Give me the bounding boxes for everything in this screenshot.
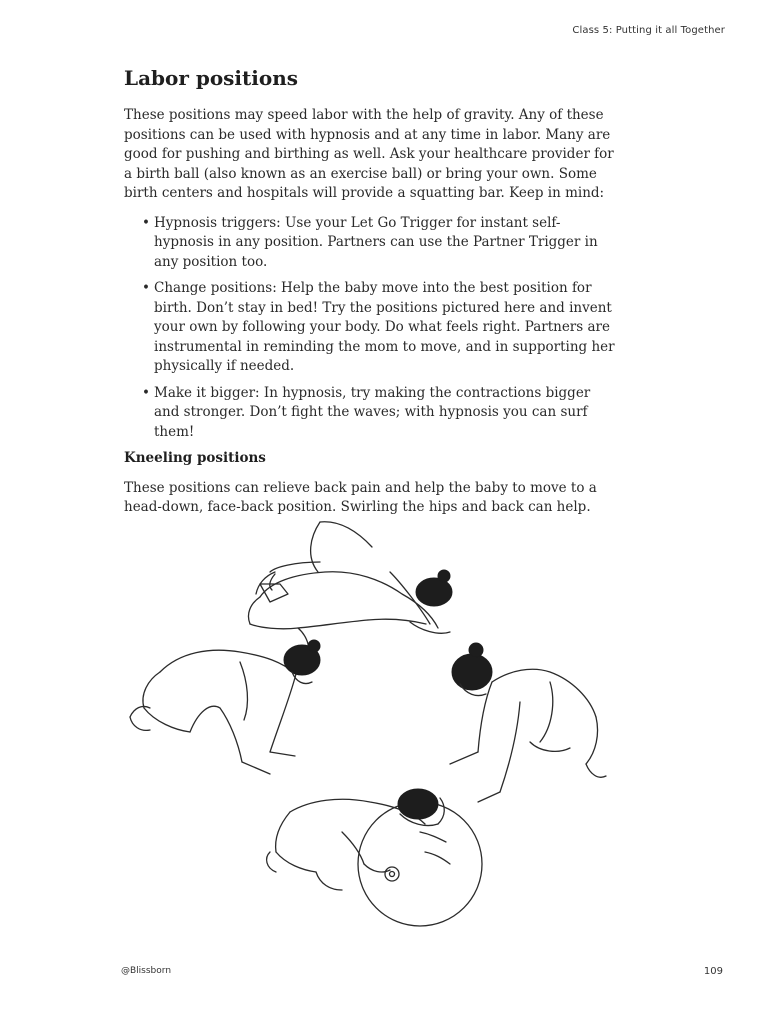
main-content (124, 64, 616, 528)
bullet-marker: • (142, 280, 150, 296)
list-item-text: Change positions: Help the baby move into the best position for birth. Don’t stay in bed! Try the positions pictured here and invent your own by following your body. Do what feels right. Partners are instrumental in reminding the mom to move, and in supporting her physically if needed. (154, 280, 615, 374)
bullet-marker: • (142, 384, 150, 401)
section-heading: Kneeling positions (124, 450, 266, 466)
hands-and-knees-left-figure (130, 640, 320, 774)
hands-and-knees-right-figure (450, 643, 606, 802)
kneeling-forward-lean-figure (248, 522, 452, 652)
labor-positions-illustration (120, 512, 620, 932)
list-item (142, 384, 616, 443)
list-item-text: Make it bigger: In hypnosis, try making the contractions bigger and stronger. Don’t fight the waves; with hypnosis you can surf them! (154, 384, 591, 440)
page-number: 109 (703, 966, 723, 977)
list-item (142, 279, 616, 377)
bullet-marker: • (142, 214, 150, 231)
list-item-text: Hypnosis triggers: Use your Let Go Trigger for instant self-hypnosis in any position. Partners can use the Partner Trigger in any position too. (154, 214, 598, 270)
illustration-svg (120, 512, 620, 932)
birth-ball-lean-figure (267, 789, 482, 926)
running-header: Class 5: Putting it all Together (572, 25, 725, 36)
footer-copyright: @Blissborn (121, 966, 172, 976)
list-item (142, 214, 616, 273)
kneeling-paragraph: These positions can relieve back pain and help the baby to move to a head-down, face-back position. Swirling the hips and back can help. (124, 479, 597, 515)
intro-paragraph: These positions may speed labor with the help of gravity. Any of these positions can be used with hypnosis and at any time in labor. Many are good for pushing and birthing as well. Ask your healthcare provider for a birth ball (also known as an exercise ball) or bring your own. Some birth centers and hospitals will provide a squatting bar. Keep in mind: (124, 107, 614, 201)
tips-list (142, 214, 616, 443)
page-title: Labor positions (124, 66, 299, 90)
